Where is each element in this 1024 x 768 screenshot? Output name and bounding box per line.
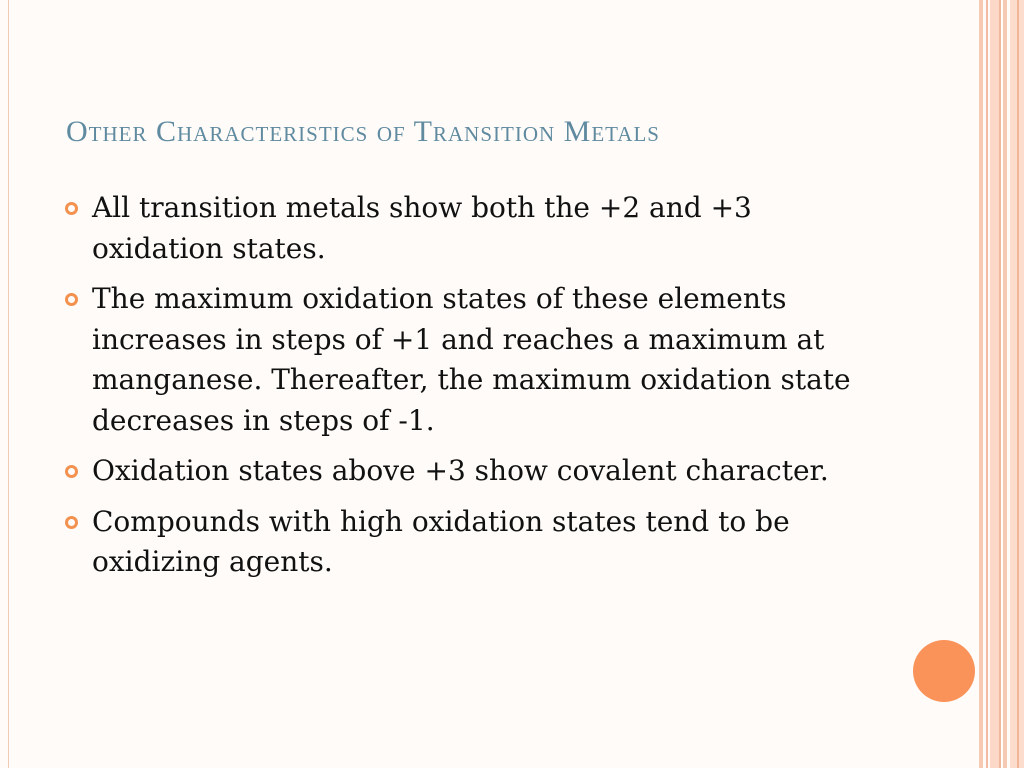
decorative-stripe (1017, 0, 1019, 768)
bullet-text: Oxidation states above +3 show covalent character. (92, 454, 829, 487)
ring-bullet-icon (65, 516, 78, 529)
decorative-stripe (986, 0, 988, 768)
left-border-line (8, 0, 9, 768)
bullet-text: All transition metals show both the +2 and +3 oxidation states. (92, 191, 752, 265)
slide-title: Other Characteristics of Transition Metals (66, 115, 660, 148)
bullet-text: The maximum oxidation states of these elements increases in steps of +1 and reaches a maximum at manganese. Thereafter, the maximum oxidation state decreases in steps of -1. (92, 282, 851, 437)
bullet-list (62, 188, 892, 593)
decorative-stripe (979, 0, 983, 768)
ring-bullet-icon (65, 293, 78, 306)
decorative-stripe (999, 0, 1001, 768)
ring-bullet-icon (65, 202, 78, 215)
decorative-stripe (1003, 0, 1007, 768)
bullet-item (62, 279, 892, 441)
ring-bullet-icon (65, 465, 78, 478)
bullet-text: Compounds with high oxidation states tend to be oxidizing agents. (92, 504, 790, 578)
bullet-item (62, 188, 892, 269)
bullet-item (62, 502, 892, 583)
decorative-circle (913, 640, 975, 702)
bullet-item (62, 451, 892, 492)
decorative-stripe (990, 0, 999, 768)
